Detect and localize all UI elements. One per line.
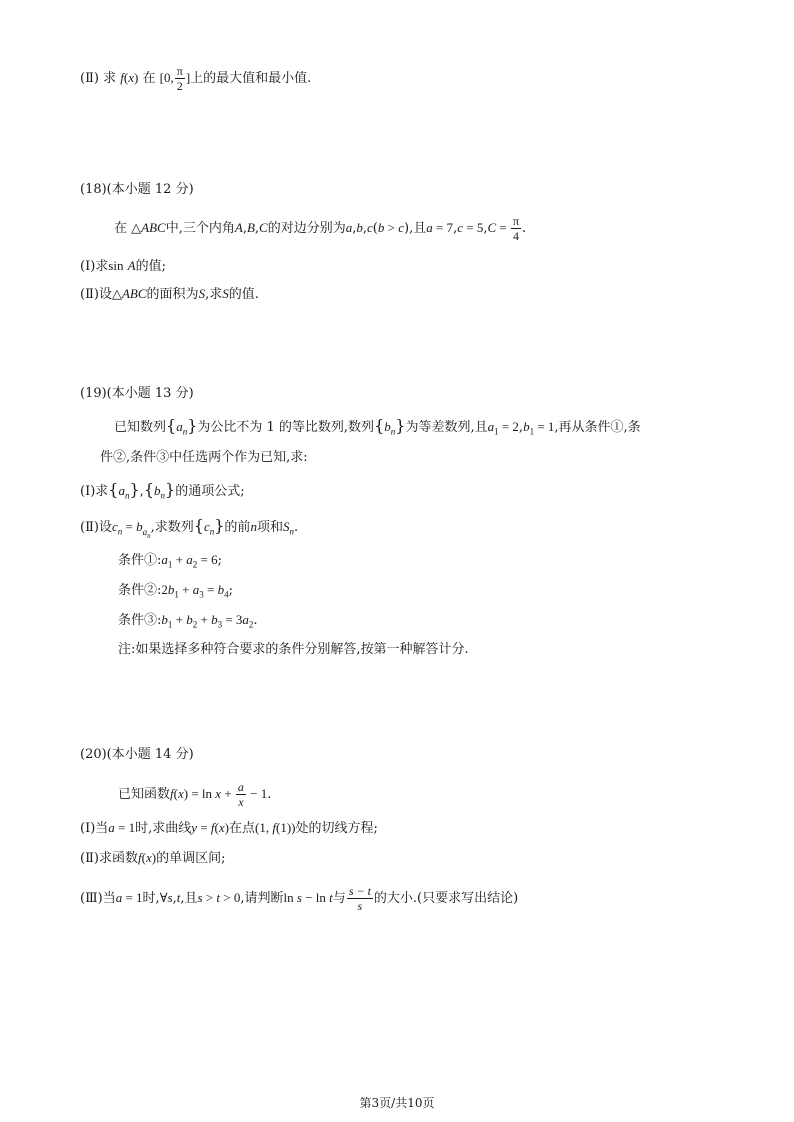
page-footer: 第3页/共10页 bbox=[359, 1096, 435, 1110]
q20-part3: (Ⅲ)当a = 1时,∀s,t,且s > t > 0,请判断ln s − ln t与 $\frac{s - t}{s}$ 的大小.(只要求写出结论) bbox=[80, 884, 519, 913]
q19-note: 注:如果选择多种符合要求的条件分别解答,按第一种解答计分. bbox=[118, 642, 469, 657]
q18-header: (18)(本小题 12 分) bbox=[80, 182, 194, 197]
q19-stem: 已知数列$\{a_n\}$为公比不为 1 的等比数列,数列$\{b_n\}$为等差数列,且$a_1 = 2,b_1 = 1$,再从条件①,条 bbox=[114, 416, 641, 437]
q19-condition-3: 条件$③:b_1 + b_2 + b_3 = 3a_2$. bbox=[118, 612, 258, 630]
q19-part2: (Ⅱ)设$c_n = b_{a_n}$,求数列$\{c_n\}$的前n项和$S_n$. bbox=[80, 516, 299, 540]
q18-stem: 在 △ABC中,三个内角A,B,C的对边分别为a,b,c(b > c),且a = 7,c = 5,C = $\frac{\pi}{4}$ . bbox=[114, 214, 527, 243]
q18-part2: (Ⅱ)设△ABC的面积为S,求S的值. bbox=[80, 286, 259, 302]
q17-part2: (Ⅱ) 求 f(x) 在 [0, $\frac{\pi}{2}$ ]上的最大值和最小值. bbox=[80, 64, 312, 93]
q20-header: (20)(本小题 14 分) bbox=[80, 747, 194, 762]
q19-stem-line2: 件②,条件③中任选两个作为已知,求: bbox=[100, 450, 308, 465]
a-over-x: $\frac{a}{x}$ bbox=[237, 780, 244, 809]
pi-over-4: $\frac{\pi}{4}$ bbox=[512, 214, 520, 243]
q19-condition-2: 条件$②:2b_1 + a_3 = b_4$; bbox=[118, 582, 233, 600]
q20-part1: (Ⅰ)当a = 1时,求曲线y = f(x)在点(1, f(1))处的切线方程; bbox=[80, 820, 378, 836]
q19-header: (19)(本小题 13 分) bbox=[80, 386, 194, 401]
pi-over-2: $\frac{\pi}{2}$ bbox=[176, 64, 183, 93]
q19-part1: (Ⅰ)求$\{a_n\},\{b_n\}$的通项公式; bbox=[80, 480, 245, 501]
q19-condition-1: 条件$①:a_1 + a_2 = 6$; bbox=[118, 552, 222, 570]
q18-part1: (Ⅰ)求sin A的值; bbox=[80, 258, 166, 274]
q20-part2: (Ⅱ)求函数f(x)的单调区间; bbox=[80, 850, 226, 866]
q20-stem: 已知函数f(x) = ln x + $\frac{a}{x}$ − 1. bbox=[118, 780, 272, 809]
s-minus-t-over-s: $\frac{s - t}{s}$ bbox=[348, 884, 371, 913]
